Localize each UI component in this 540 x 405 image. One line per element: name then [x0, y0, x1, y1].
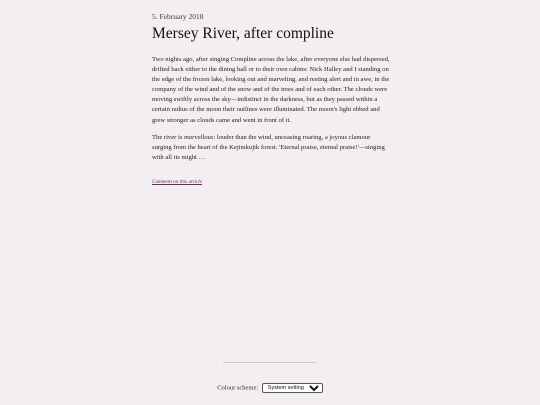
paragraph-2-text-end: : louder than the wind, unceasing roaring, a joyous clamour surging from the heart of the Kejimkujik forest. 'Eternal praise, eternal praise!'—singing with all its might … — [152, 133, 385, 161]
post-title: Mersey River, after compline — [152, 25, 334, 42]
post-date: 5. February 2018 — [152, 12, 204, 21]
colour-scheme-label: Colour scheme: — [217, 384, 259, 392]
footer-divider — [223, 362, 316, 363]
paragraph-2-text-start: The river is — [152, 133, 185, 141]
article-paragraph-2 — [152, 133, 390, 163]
footer — [0, 383, 540, 393]
paragraph-2-emphasis: marvellous — [184, 133, 214, 141]
colour-scheme-select[interactable] — [262, 383, 323, 393]
comment-on-article-link[interactable]: Comment on this article — [152, 178, 202, 185]
article-paragraph-1: Two nights ago, after singing Compline across the lake, after everyone else had dispersed, drifted back either to the dining hall or to their own cabins: Nick Halley and I standing on the edge of the frozen lake, looking out and marveling, and resting alert and in awe, in the company of the wind and of the snow and of the trees and of each other. The clouds were moving swiftly across the sky—indistinct in the darkness, but as they passed within a certain radius of the moon their outlines were illuminated. The moon's light ebbed and grew stronger as clouds came and went in front of it. — [152, 56, 390, 124]
article — [152, 12, 390, 188]
